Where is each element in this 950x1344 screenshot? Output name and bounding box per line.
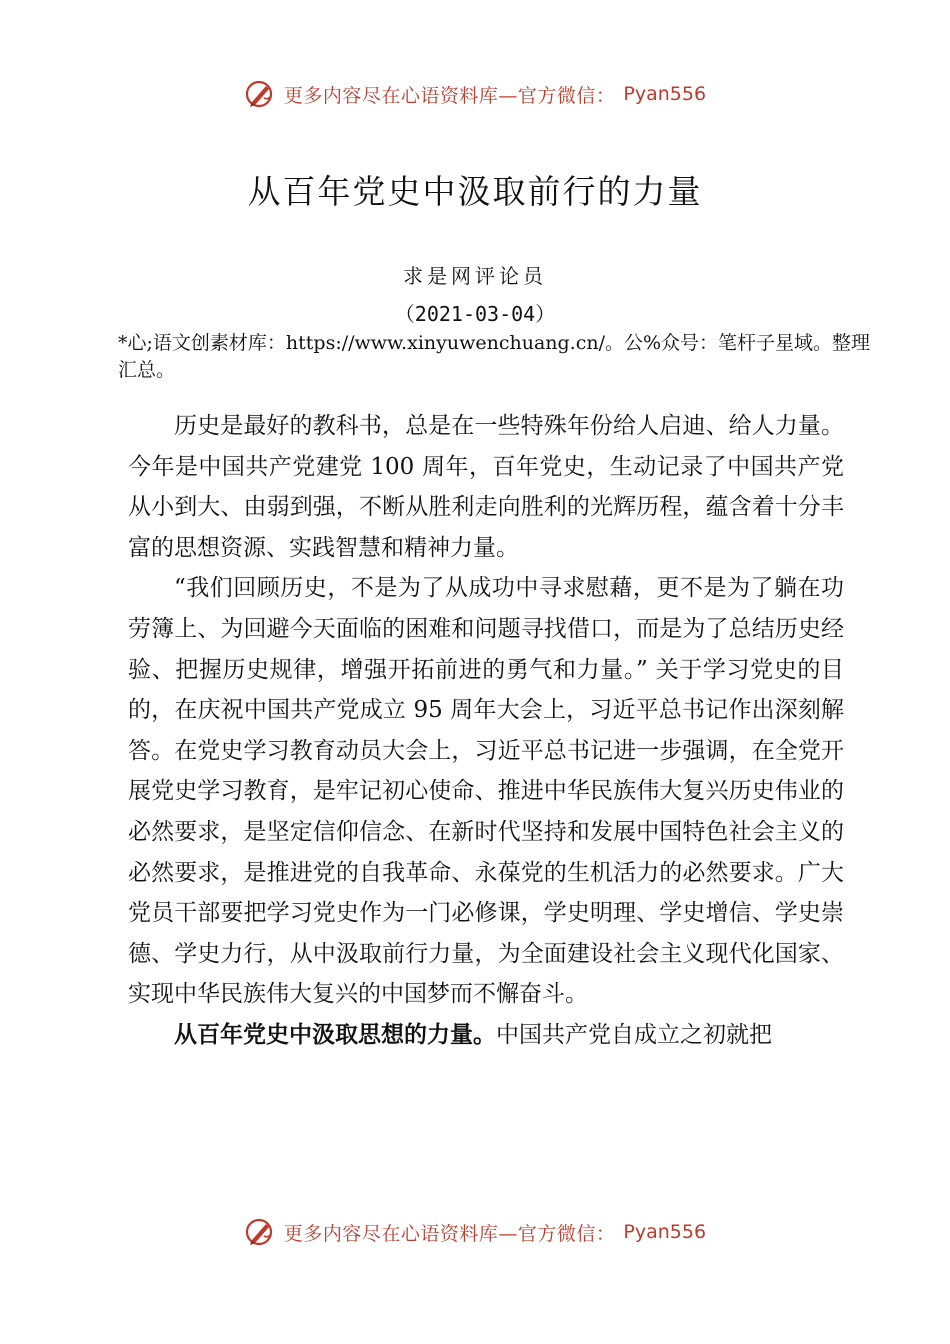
paragraph-section <box>128 1015 844 1056</box>
article-body <box>128 406 844 1056</box>
article-title: 从百年党史中汲取前行的力量 <box>247 172 703 211</box>
article-date: （2021-03-04） <box>394 302 556 326</box>
pen-logo-icon <box>244 78 276 110</box>
banner-contact: Pyan556 <box>623 83 707 105</box>
paragraph: 历史是最好的教科书，总是在一些特殊年份给人启迪、给人力量。今年是中国共产党建党 100 周年，百年党史，生动记录了中国共产党从小到大、由弱到强，不断从胜利走向胜利的光辉历程，蕴含着十分丰富的思想资源、实践智慧和精神力量。 <box>128 413 844 561</box>
paragraph: “我们回顾历史，不是为了从成功中寻求慰藉，更不是为了躺在功劳簿上、为回避今天面临的困难和问题寻找借口，而是为了总结历史经验、把握历史规律，增强开拓前进的勇气和力量。” 关于学习党史的目的，在庆祝中国共产党成立 95 周年大会上，习近平总书记作出深刻解答。在党史学习教育动员大会上，习近平总书记进一步强调，在全党开展党史学习教育，是牢记初心使命、推进中华民族伟大复兴历史伟业的必然要求，是坚定信仰信念、在新时代坚持和发展中国特色社会主义的必然要求，是推进党的自我革命、永葆党的生机活力的必然要求。广大党员干部要把学习党史作为一门必修课，学史明理、学史增信、学史崇德、学史力行，从中汲取前行力量，为全面建设社会主义现代化国家、实现中华民族伟大复兴的中国梦而不懈奋斗。 <box>128 575 844 1008</box>
section-text: 中国共产党自成立之初就把 <box>496 1021 772 1048</box>
header-banner <box>0 74 950 114</box>
source-notice: *心;语文创素材库：https://www.xinyuwenchuang.cn/。公%众号：笔杆子星域。整理汇总。 <box>118 332 871 381</box>
article-author: 求是网评论员 <box>403 264 547 288</box>
section-lead: 从百年党史中汲取思想的力量。 <box>174 1021 496 1048</box>
banner-text: 更多内容尽在心语资料库—官方微信： <box>283 1222 616 1245</box>
banner-contact: Pyan556 <box>623 1221 707 1243</box>
footer-banner <box>0 1212 950 1252</box>
banner-text: 更多内容尽在心语资料库—官方微信： <box>283 84 616 107</box>
pen-logo-icon <box>244 1216 276 1248</box>
